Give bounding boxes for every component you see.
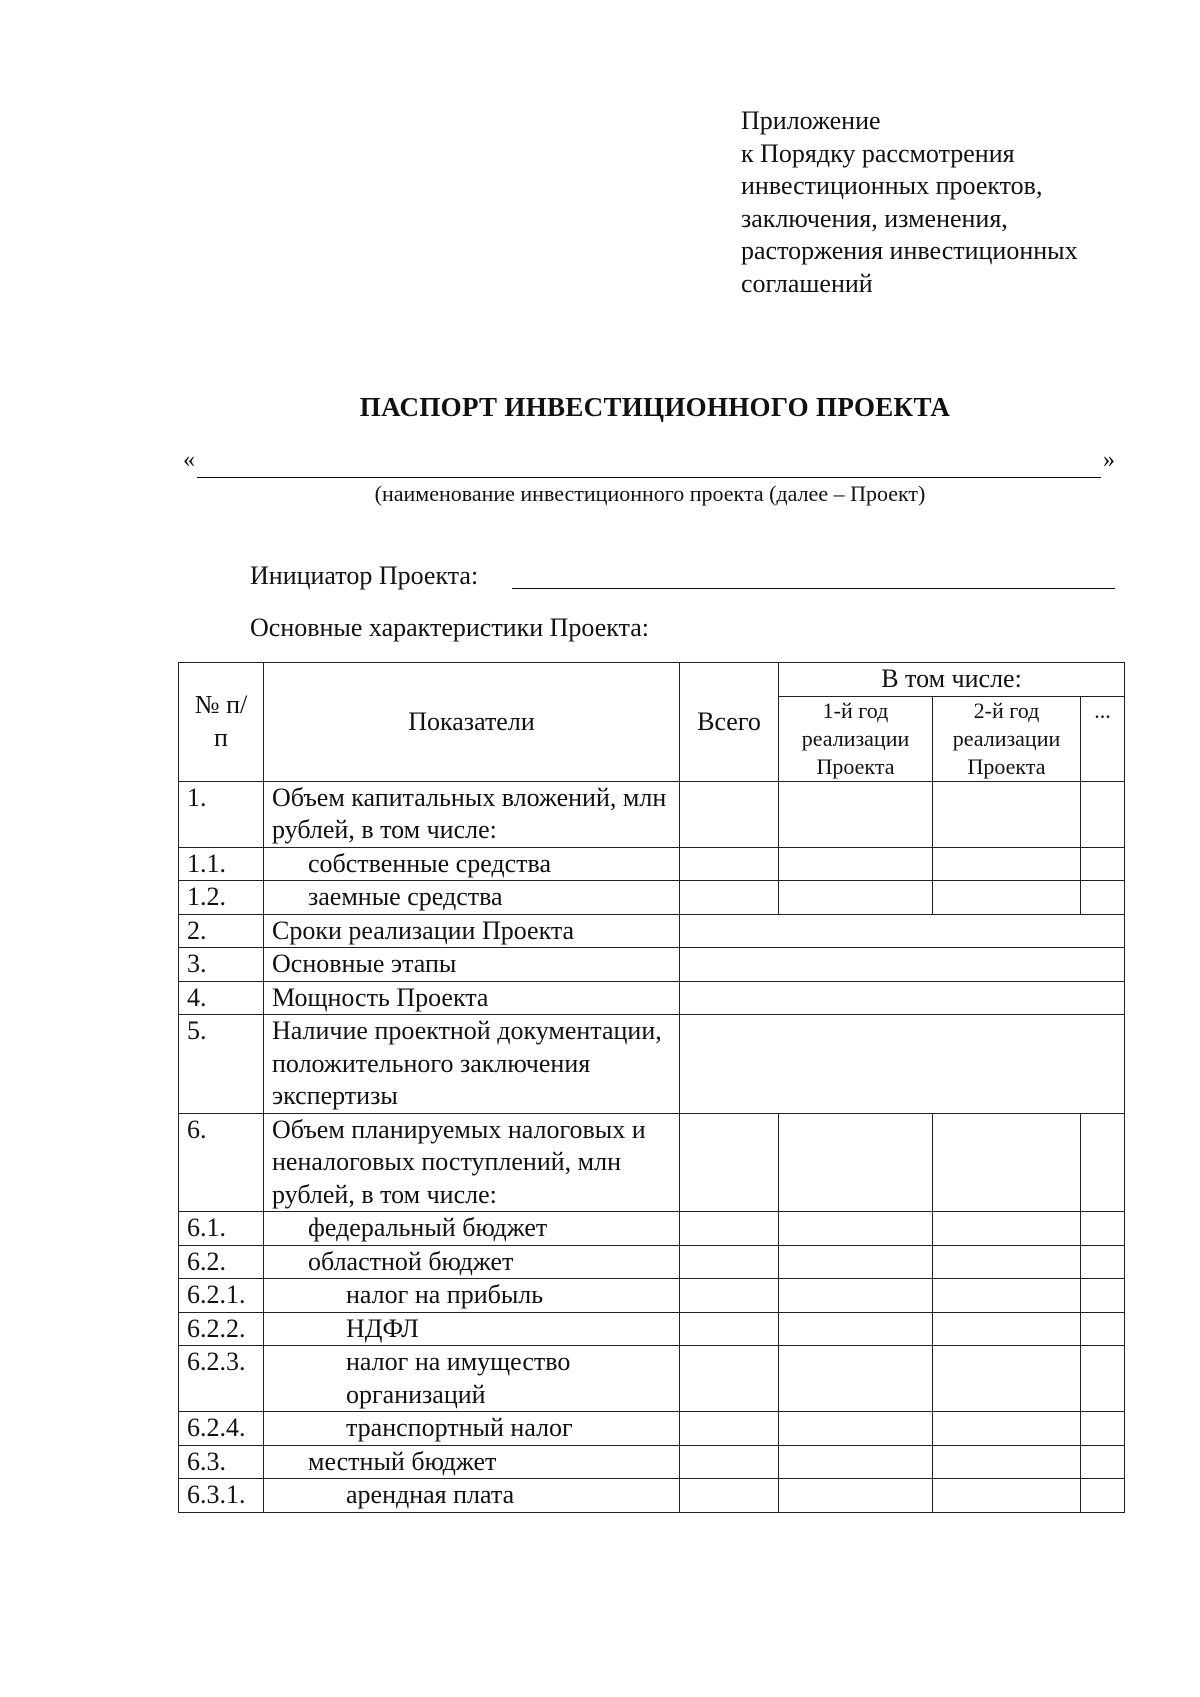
cell-more[interactable] [1081,1212,1125,1246]
row-number: 6.2.1. [179,1279,264,1313]
cell-total[interactable] [680,1346,779,1412]
appendix-block [741,105,1078,300]
row-label: налог на прибыль [264,1279,680,1313]
row-label: федеральный бюджет [264,1212,680,1246]
appendix-line: расторжения инвестиционных [741,236,1078,265]
cell-year1[interactable] [779,1346,933,1412]
table-row [179,1245,1125,1279]
cell-year2[interactable] [933,847,1081,881]
cell-total[interactable] [680,781,779,847]
header-year1: 1-й год реализации Проекта [779,696,933,781]
cell-more[interactable] [1081,1346,1125,1412]
cell-total[interactable] [680,1312,779,1346]
cell-year1[interactable] [779,847,933,881]
header-more: ... [1081,696,1125,781]
cell-year2[interactable] [933,781,1081,847]
open-quote: « [183,447,195,473]
cell-year2[interactable] [933,1279,1081,1313]
table-row [179,1479,1125,1513]
appendix-line: Приложение [741,106,881,135]
table-row [179,1346,1125,1412]
appendix-line: инвестиционных проектов, [741,171,1043,200]
cell-more[interactable] [1081,847,1125,881]
cell-year2[interactable] [933,881,1081,915]
table-row [179,1412,1125,1446]
cell-year2[interactable] [933,1113,1081,1212]
project-name-line[interactable] [197,477,1101,478]
cell-more[interactable] [1081,1312,1125,1346]
row-label: Мощность Проекта [264,981,680,1015]
row-number: 6.3.1. [179,1479,264,1513]
table-row [179,1445,1125,1479]
row-label: местный бюджет [264,1445,680,1479]
row-number: 1.2. [179,881,264,915]
project-name-caption: (наименование инвестиционного проекта (далее – Проект) [374,481,926,506]
cell-more[interactable] [1081,1245,1125,1279]
cell-year2[interactable] [933,1445,1081,1479]
cell-year2[interactable] [933,1412,1081,1446]
cell-year2[interactable] [933,1479,1081,1513]
row-number: 2. [179,914,264,948]
cell-year1[interactable] [779,1445,933,1479]
table-header-row [179,663,1125,697]
row-label: Наличие проектной документации, положительного заключения экспертизы [264,1015,680,1114]
row-label: налог на имущество организаций [264,1346,680,1412]
table-row [179,914,1125,948]
characteristics-table [178,662,1125,1513]
row-number: 3. [179,948,264,982]
features-label: Основные характеристики Проекта: [250,613,650,642]
initiator-label: Инициатор Проекта: [250,561,479,590]
row-number: 5. [179,1015,264,1114]
row-number: 1.1. [179,847,264,881]
cell-total[interactable] [680,1113,779,1212]
row-label: собственные средства [264,847,680,881]
cell-more[interactable] [1081,881,1125,915]
cell-total[interactable] [680,881,779,915]
table-row [179,1279,1125,1313]
table-row [179,1312,1125,1346]
cell-year2[interactable] [933,1212,1081,1246]
row-label: транспортный налог [264,1412,680,1446]
header-year2: 2-й год реализации Проекта [933,696,1081,781]
cell-total[interactable] [680,1445,779,1479]
cell-value[interactable] [680,981,1125,1015]
table-row [179,881,1125,915]
cell-value[interactable] [680,914,1125,948]
header-num: № п/п [179,663,264,782]
table-row [179,781,1125,847]
row-number: 6.2. [179,1245,264,1279]
row-number: 6.2.4. [179,1412,264,1446]
cell-total[interactable] [680,1279,779,1313]
cell-year1[interactable] [779,781,933,847]
document-title: ПАСПОРТ ИНВЕСТИЦИОННОГО ПРОЕКТА [359,392,951,422]
row-number: 6.1. [179,1212,264,1246]
cell-more[interactable] [1081,1113,1125,1212]
cell-year2[interactable] [933,1245,1081,1279]
cell-total[interactable] [680,1245,779,1279]
cell-more[interactable] [1081,1279,1125,1313]
cell-more[interactable] [1081,1445,1125,1479]
row-label: Основные этапы [264,948,680,982]
row-label: Объем планируемых налоговых и неналоговых поступлений, млн рублей, в том числе: [264,1113,680,1212]
cell-total[interactable] [680,1479,779,1513]
row-number: 1. [179,781,264,847]
header-indicators: Показатели [264,663,680,782]
cell-total[interactable] [680,1212,779,1246]
cell-more[interactable] [1081,1412,1125,1446]
table-row [179,847,1125,881]
cell-year1[interactable] [779,1212,933,1246]
cell-value[interactable] [680,948,1125,982]
table-row [179,948,1125,982]
appendix-line: соглашений [741,268,873,298]
row-label: областной бюджет [264,1245,680,1279]
cell-year1[interactable] [779,1113,933,1212]
cell-more[interactable] [1081,781,1125,847]
header-including: В том числе: [779,663,1125,697]
cell-year1[interactable] [779,1412,933,1446]
row-label: Сроки реализации Проекта [264,914,680,948]
row-label: Объем капитальных вложений, млн рублей, в том числе: [264,781,680,847]
cell-year1[interactable] [779,1312,933,1346]
cell-year1[interactable] [779,1279,933,1313]
cell-total[interactable] [680,847,779,881]
cell-year1[interactable] [779,1479,933,1513]
cell-value[interactable] [680,1015,1125,1114]
row-label: заемные средства [264,881,680,915]
appendix-line: к Порядку рассмотрения [741,138,1015,168]
cell-year2[interactable] [933,1312,1081,1346]
cell-year1[interactable] [779,1245,933,1279]
row-number: 6.2.2. [179,1312,264,1346]
header-total: Всего [680,663,779,782]
close-quote: » [1103,447,1115,473]
row-label: НДФЛ [264,1312,680,1346]
row-number: 6. [179,1113,264,1212]
row-number: 6.3. [179,1445,264,1479]
table-row [179,981,1125,1015]
row-number: 6.2.3. [179,1346,264,1412]
initiator-line[interactable] [512,588,1115,589]
cell-year2[interactable] [933,1346,1081,1412]
cell-total[interactable] [680,1412,779,1446]
cell-year1[interactable] [779,881,933,915]
row-number: 4. [179,981,264,1015]
table-row [179,1113,1125,1212]
cell-more[interactable] [1081,1479,1125,1513]
row-label: арендная плата [264,1479,680,1513]
table-row [179,1212,1125,1246]
appendix-line: заключения, изменения, [741,203,1008,233]
table-row [179,1015,1125,1114]
